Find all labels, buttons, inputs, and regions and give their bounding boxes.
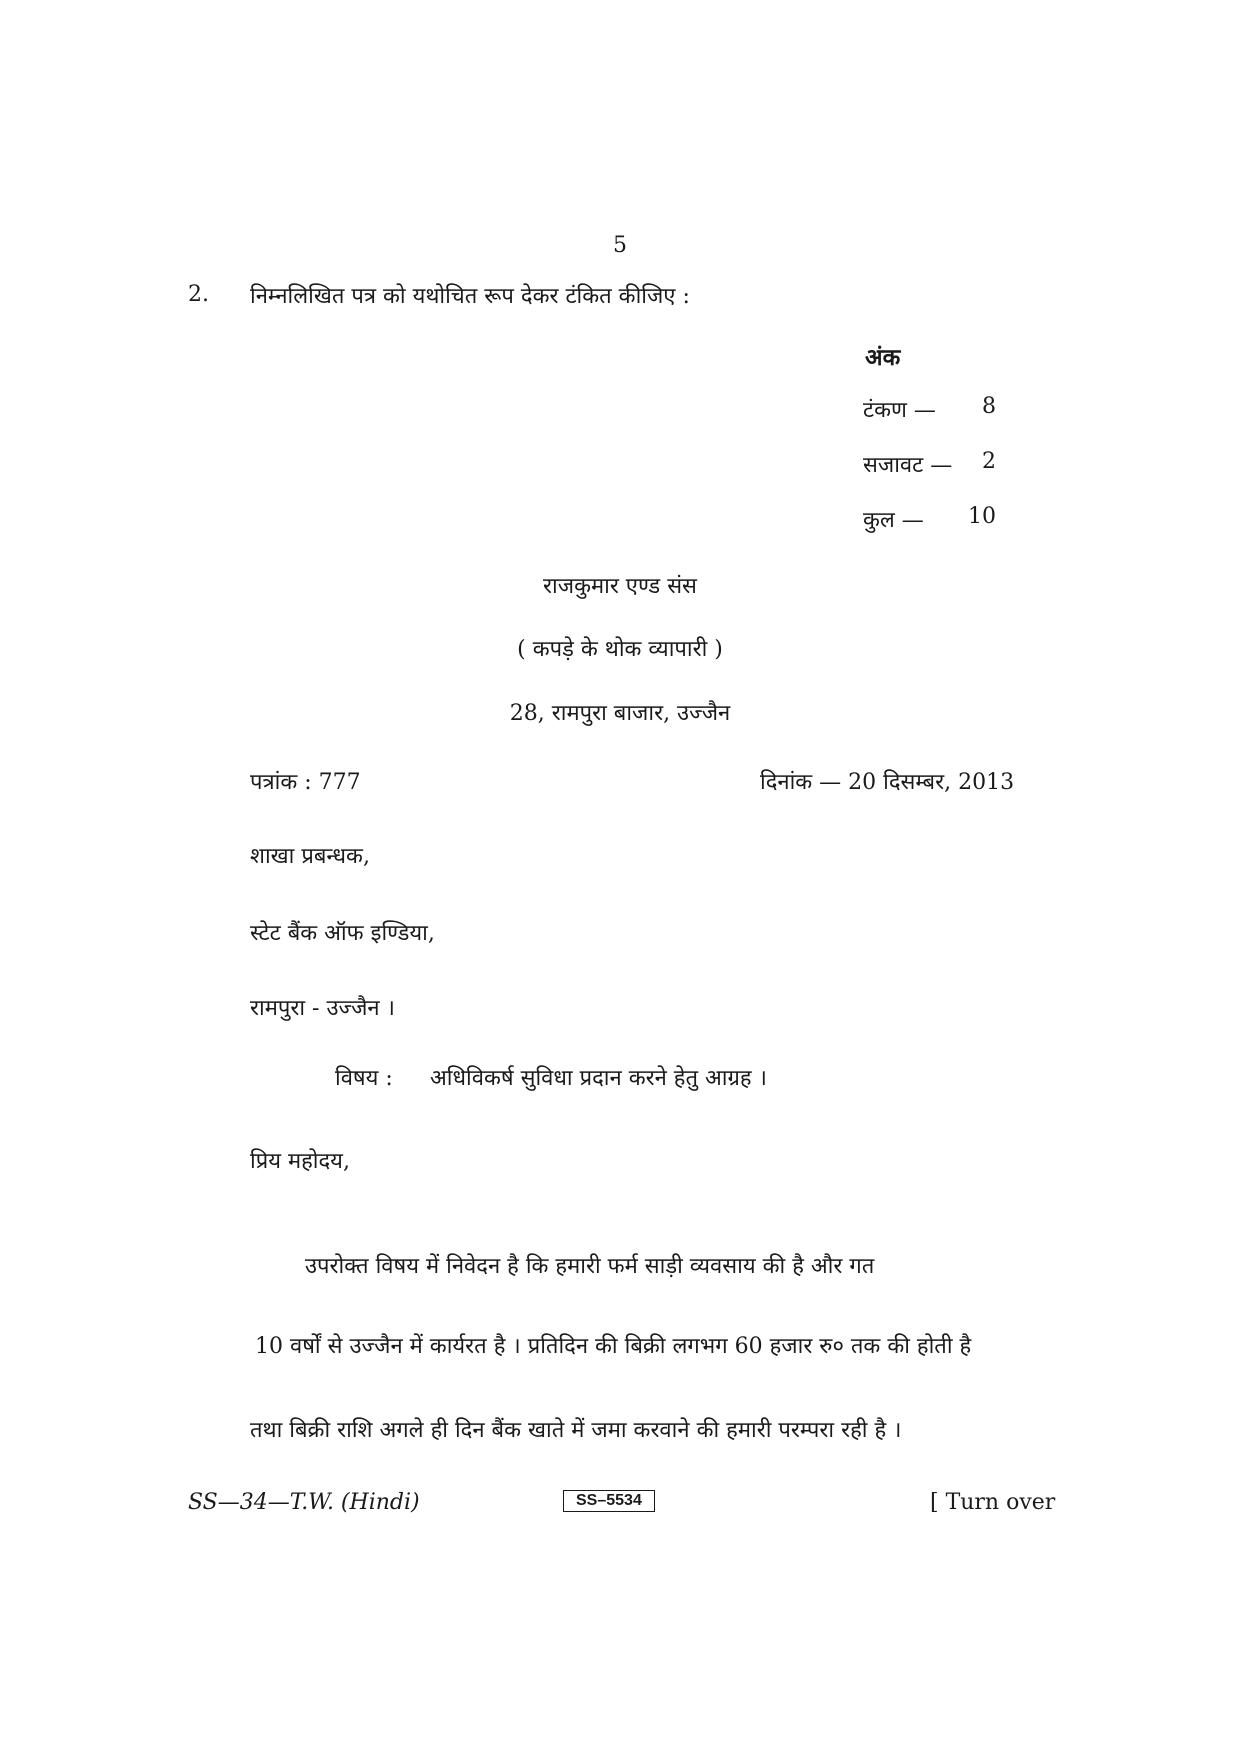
subject-text: अधिविकर्ष सुविधा प्रदान करने हेतु आग्रह । [430,1066,767,1091]
mark-total-value: 10 [968,504,996,529]
reference-number: पत्रांक : 777 [250,770,361,795]
mark-total-label: कुल — [863,508,924,533]
question-number: 2. [188,282,209,307]
page-number: 5 [613,233,627,258]
footer-paper-code: SS—34—T.W. (Hindi) [188,1490,420,1515]
firm-tagline: ( कपड़े के थोक व्यापारी ) [517,637,723,662]
footer-turn-over: [ Turn over [930,1490,1056,1515]
recipient-line-1: शाखा प्रबन्धक, [250,844,370,869]
body-line-3: तथा बिक्री राशि अगले ही दिन बैंक खाते में जमा करवाने की हमारी परम्परा रही है । [250,1418,902,1443]
salutation: प्रिय महोदय, [250,1149,350,1174]
body-line-1: उपरोक्त विषय में निवेदन है कि हमारी फर्म साड़ी व्यवसाय की है और गत [305,1254,875,1279]
firm-address: 28, रामपुरा बाजार, उज्जैन [509,701,731,726]
mark-typing-value: 8 [982,394,996,419]
footer-boxed-code: SS–5534 [563,1490,655,1512]
recipient-line-2: स्टेट बैंक ऑफ इण्डिया, [250,921,435,946]
recipient-line-3: रामपुरा - उज्जैन । [250,996,395,1021]
subject-label: विषय : [335,1066,393,1091]
mark-decoration-value: 2 [982,449,996,474]
mark-decoration-label: सजावट — [863,453,953,478]
letter-date: दिनांक — 20 दिसम्बर, 2013 [760,770,1015,795]
firm-name: राजकुमार एण्ड संस [543,574,697,599]
body-line-2: 10 वर्षों से उज्जैन में कार्यरत है । प्रतिदिन की बिक्री लगभग 60 हजार रु० तक की होती है [255,1334,972,1359]
marks-heading: अंक [865,344,901,371]
question-text: निम्नलिखित पत्र को यथोचित रूप देकर टंकित कीजिए : [250,284,690,309]
mark-typing-label: टंकण — [863,398,936,423]
